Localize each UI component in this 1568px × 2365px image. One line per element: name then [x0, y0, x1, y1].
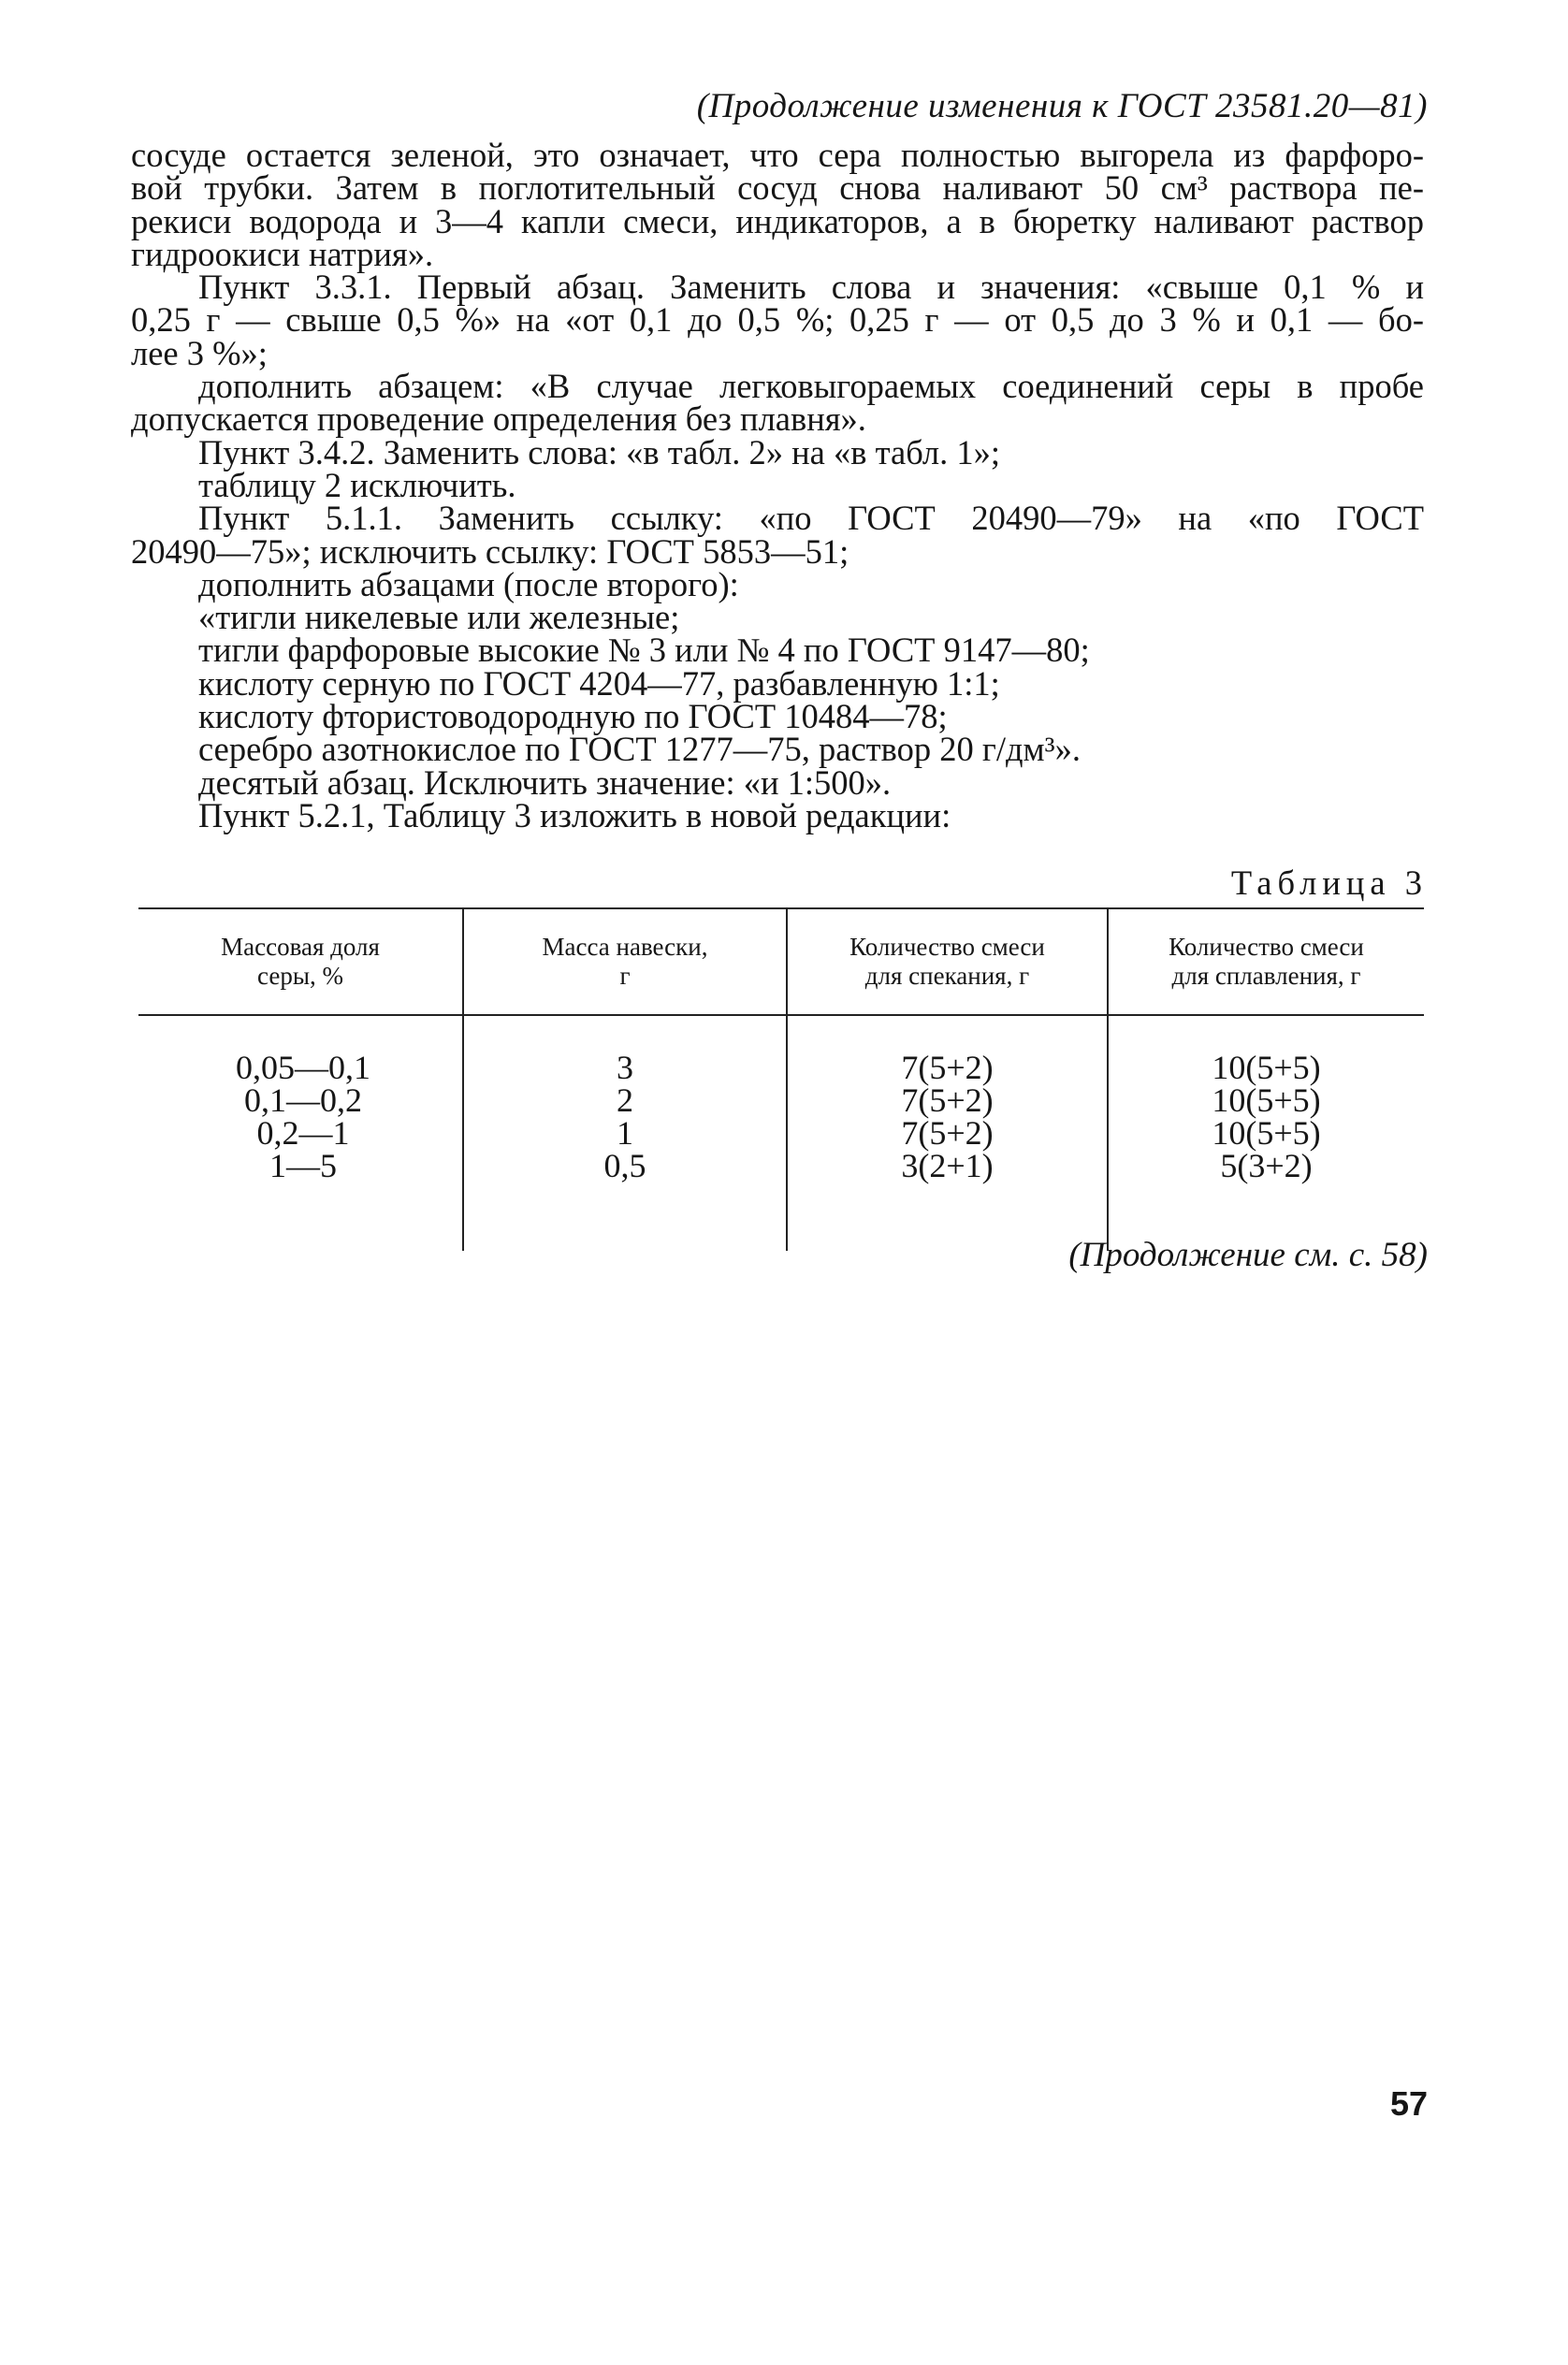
table-value: 10(5+5) [1212, 1114, 1321, 1152]
table-value: 7(5+2) [901, 1114, 994, 1152]
table-value: 2 [617, 1081, 633, 1119]
paragraph-line: рекиси водорода и 3—4 капли смеси, индикаторов, а в бюретку наливают раствор [131, 201, 1424, 240]
paragraph-line: допускается проведение определения без плавня». [131, 399, 866, 439]
paragraph-line: сосуде остается зеленой, это означает, что сера полностью выгорела из фарфоро- [131, 136, 1424, 174]
table-value: 7(5+2) [901, 1081, 994, 1119]
paragraph-line: Пункт 3.3.1. Первый абзац. Заменить слова и значения: «свыше 0,1 % и [198, 268, 1424, 307]
table-header-row [138, 908, 1424, 1015]
page-number: 57 [1389, 2084, 1428, 2123]
table-value: 0,1—0,2 [244, 1081, 362, 1119]
table-caption: Таблица 3 [1230, 863, 1428, 902]
table-value: 0,5 [603, 1147, 646, 1184]
paragraph-line: серебро азотнокислое по ГОСТ 1277—75, раствор 20 г/дм³». [198, 730, 1081, 769]
table-value: 0,05—0,1 [236, 1049, 370, 1086]
running-header: (Продолжение изменения к ГОСТ 23581.20—81) [696, 87, 1428, 125]
paragraph-line: дополнить абзацем: «В случае легковыгораемых соединений серы в пробе [198, 367, 1424, 406]
paragraph-line: десятый абзац. Исключить значение: «и 1:500». [198, 762, 892, 802]
table-cell-sulfur-fraction [138, 1015, 463, 1251]
table-cell-sample-mass [463, 1015, 787, 1251]
column-header-sintering-mixture: Количество смеси для спекания, г [787, 908, 1108, 1015]
table-value: 10(5+5) [1212, 1081, 1321, 1119]
table-value: 10(5+5) [1212, 1049, 1321, 1086]
table-value: 3(2+1) [901, 1147, 994, 1184]
paragraph-line: тигли фарфоровые высокие № 3 или № 4 по ГОСТ 9147—80; [198, 631, 1090, 670]
column-header-fusion-mixture: Количество смеси для сплавления, г [1108, 908, 1424, 1015]
table-cell-fusion-mixture [1108, 1015, 1424, 1251]
table-value: 3 [617, 1049, 633, 1086]
paragraph-line: 0,25 г — свыше 0,5 %» на «от 0,1 до 0,5 %; 0,25 г — от 0,5 до 3 % и 0,1 — бо- [131, 300, 1424, 340]
paragraph-line: 20490—75»; исключить ссылку: ГОСТ 5853—51; [131, 531, 849, 571]
paragraph-line: Пункт 5.2.1, Таблицу 3 изложить в новой редакции: [198, 795, 951, 834]
table-cell-sintering-mixture [787, 1015, 1108, 1251]
paragraph-line: дополнить абзацами (после второго): [198, 564, 739, 603]
paragraph-line: гидроокиси натрия». [131, 234, 434, 273]
table-body-row [138, 1015, 1424, 1251]
body-text [131, 138, 1424, 832]
continuation-note: (Продолжение см. с. 58) [1068, 1236, 1428, 1274]
paragraph-line: кислоту серную по ГОСТ 4204—77, разбавленную 1:1; [198, 663, 1000, 703]
paragraph-line: лее 3 %»; [131, 333, 268, 372]
table-value: 1 [617, 1114, 633, 1152]
paragraph-line: вой трубки. Затем в поглотительный сосуд снова наливают 50 см³ раствора пе- [131, 168, 1424, 208]
table-value: 0,2—1 [256, 1114, 350, 1152]
column-header-sample-mass: Масса навески, г [463, 908, 787, 1015]
table-value: 7(5+2) [901, 1049, 994, 1086]
table-value: 1—5 [269, 1147, 337, 1184]
paragraph-line: Пункт 5.1.1. Заменить ссылку: «по ГОСТ 20490—79» на «по ГОСТ [198, 499, 1424, 538]
data-table [138, 907, 1424, 1251]
paragraph-line: кислоту фтористоводородную по ГОСТ 10484—78; [198, 697, 948, 736]
column-header-sulfur-fraction: Массовая доля серы, % [138, 908, 463, 1015]
paragraph-line: Пункт 3.4.2. Заменить слова: «в табл. 2» на «в табл. 1»; [198, 432, 1000, 472]
paragraph-line: таблицу 2 исключить. [198, 465, 516, 504]
paragraph-line: «тигли никелевые или железные; [198, 598, 680, 637]
table-value: 5(3+2) [1220, 1147, 1313, 1184]
